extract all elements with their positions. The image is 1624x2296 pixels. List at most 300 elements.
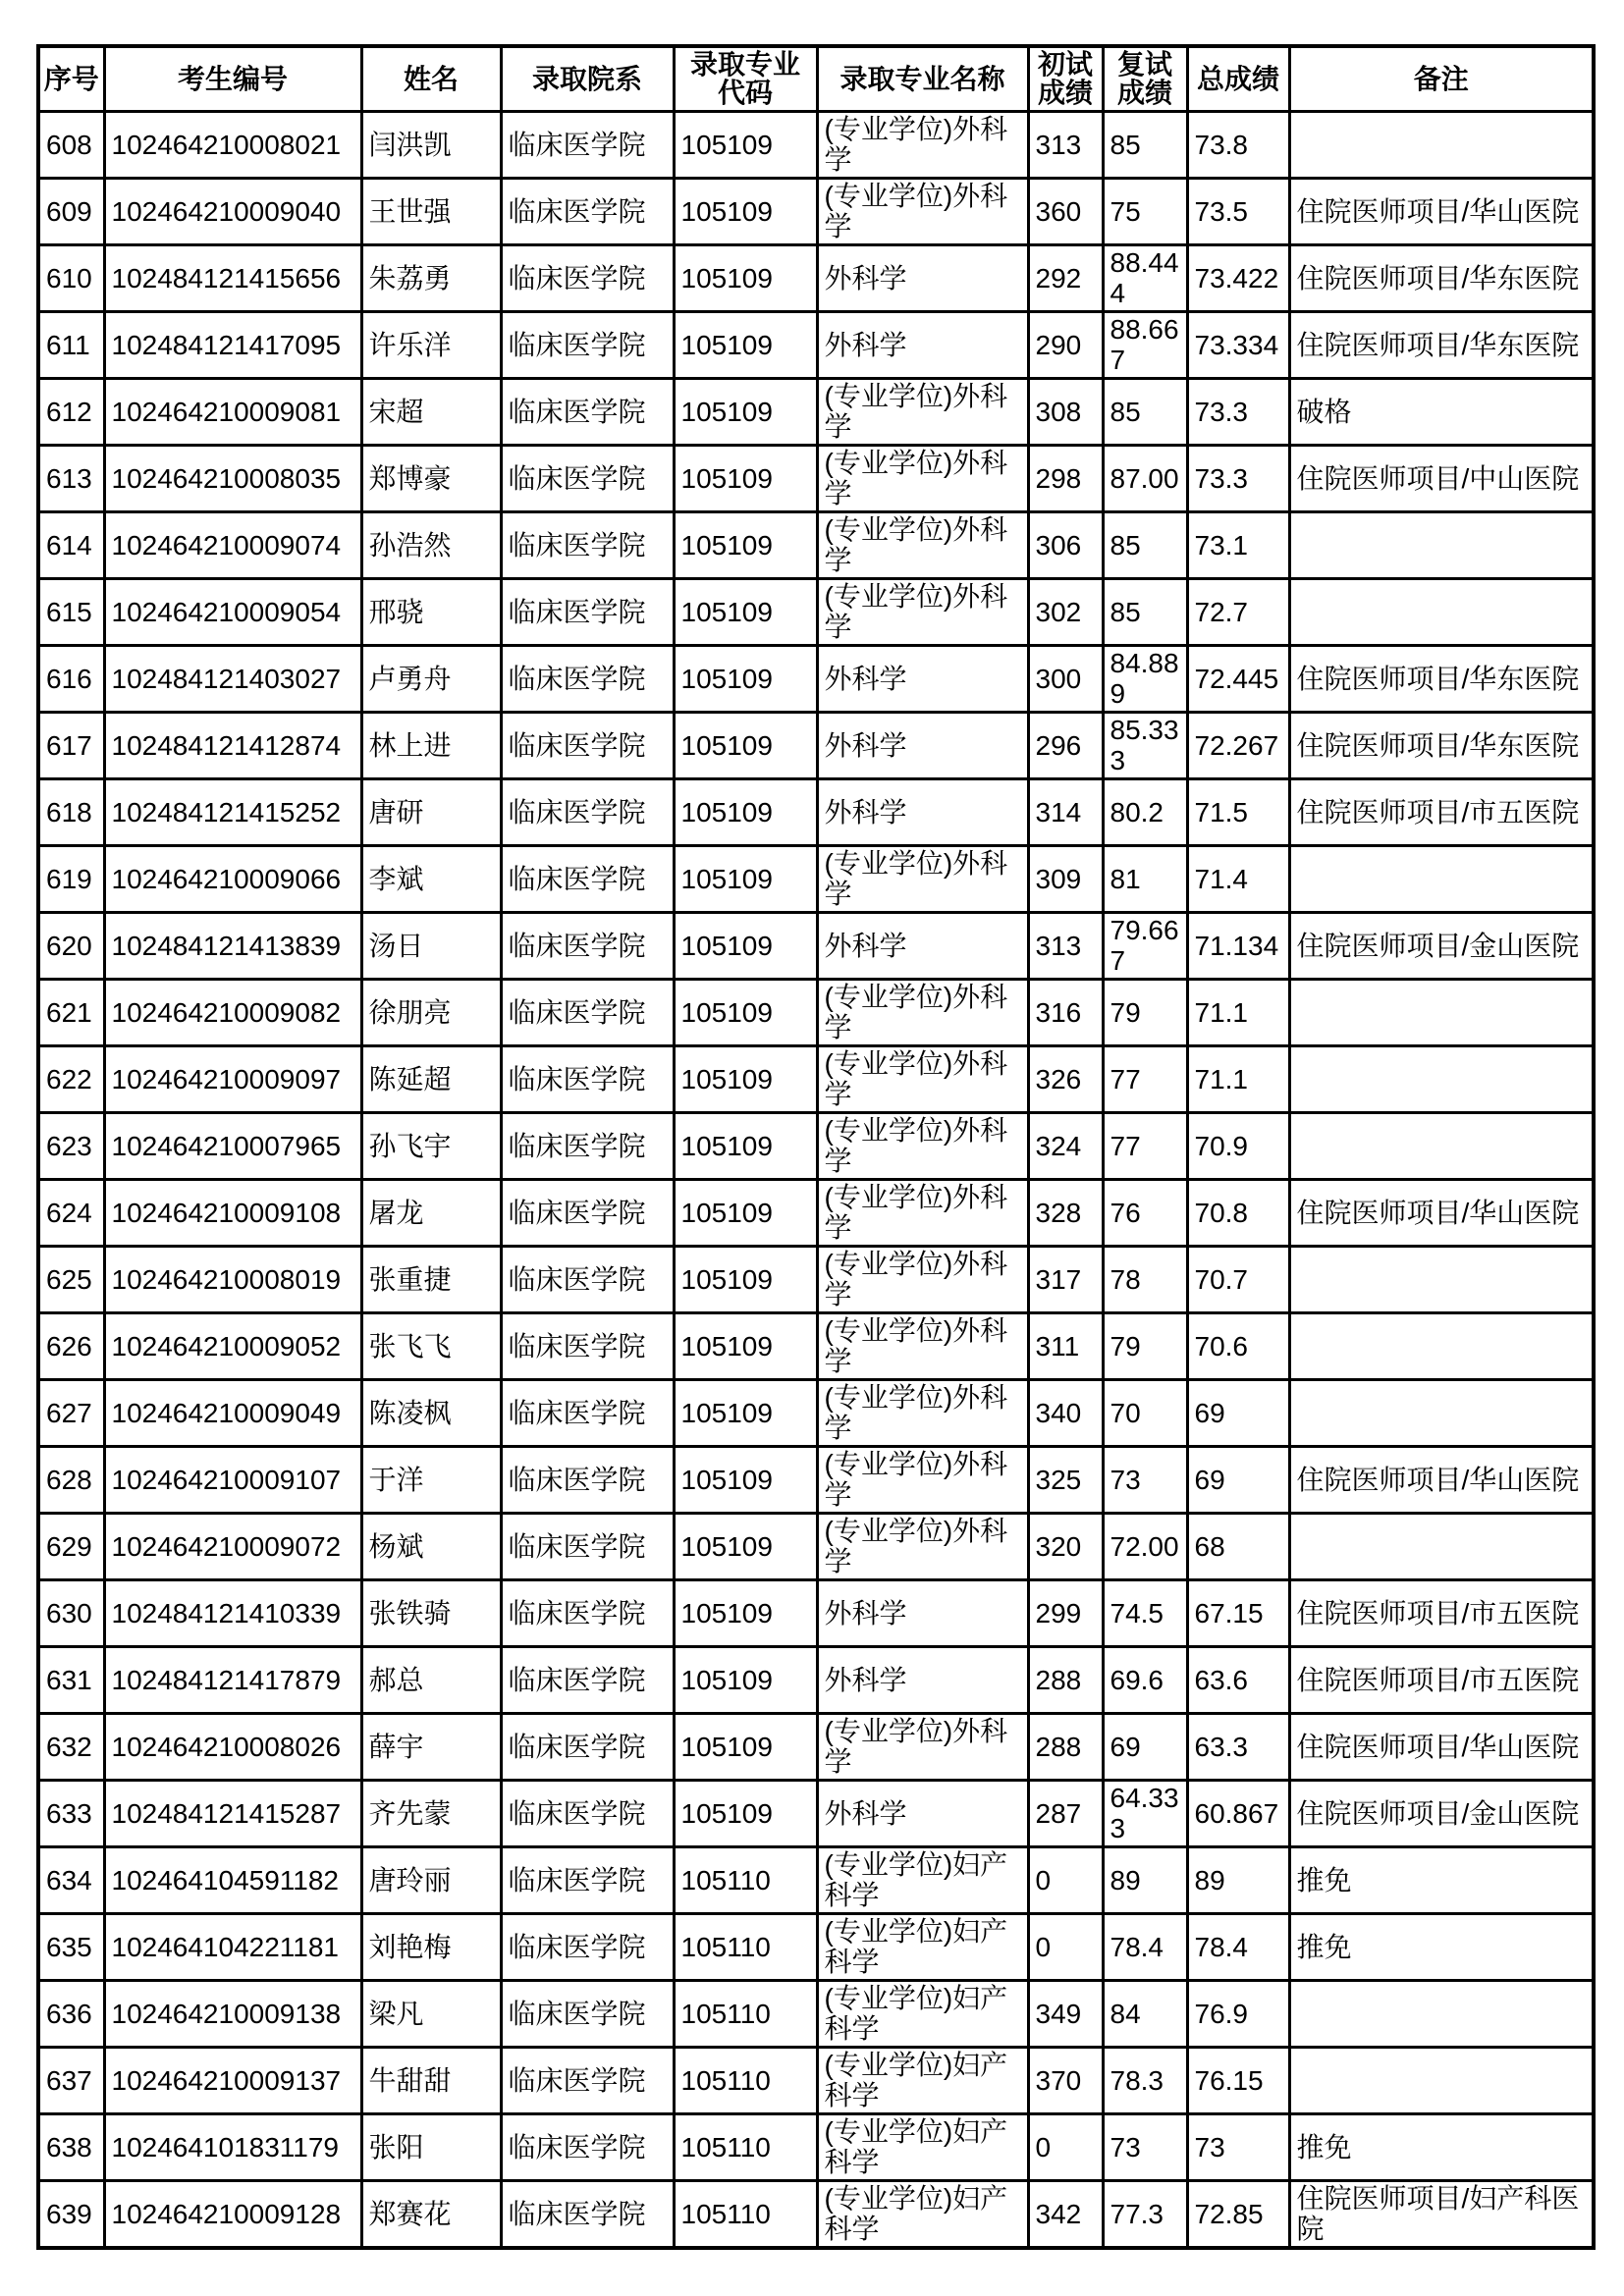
cell-initial-score: 0 [1028, 1913, 1103, 1980]
cell-initial-score: 326 [1028, 1045, 1103, 1112]
cell-retest-score: 88.667 [1103, 311, 1187, 378]
cell-retest-score: 88.444 [1103, 244, 1187, 311]
cell-major-code: 105109 [674, 244, 817, 311]
cell-name: 张重捷 [361, 1246, 501, 1312]
col-header-initial-score: 初试成绩 [1028, 46, 1103, 111]
cell-department: 临床医学院 [501, 1913, 674, 1980]
cell-total-score: 73.5 [1187, 178, 1289, 244]
cell-major-code: 105110 [674, 2113, 817, 2180]
cell-candidate-id: 102464210009074 [104, 511, 361, 578]
cell-name: 张飞飞 [361, 1312, 501, 1379]
cell-serial: 633 [38, 1780, 104, 1846]
col-header-name: 姓名 [361, 46, 501, 111]
cell-name: 闫洪凯 [361, 111, 501, 178]
table-row [38, 2180, 1594, 2248]
cell-retest-score: 74.5 [1103, 1579, 1187, 1646]
cell-initial-score: 299 [1028, 1579, 1103, 1646]
cell-department: 临床医学院 [501, 1713, 674, 1780]
cell-major-code: 105109 [674, 1446, 817, 1513]
cell-candidate-id: 102484121415656 [104, 244, 361, 311]
cell-total-score: 71.1 [1187, 1045, 1289, 1112]
cell-total-score: 73.3 [1187, 378, 1289, 445]
cell-candidate-id: 102464210007965 [104, 1112, 361, 1179]
cell-total-score: 60.867 [1187, 1780, 1289, 1846]
cell-initial-score: 296 [1028, 712, 1103, 778]
cell-department: 临床医学院 [501, 1179, 674, 1246]
cell-name: 于洋 [361, 1446, 501, 1513]
table-row [38, 378, 1594, 445]
cell-name: 林上进 [361, 712, 501, 778]
cell-retest-score: 69.6 [1103, 1646, 1187, 1713]
cell-major-code: 105109 [674, 511, 817, 578]
cell-serial: 622 [38, 1045, 104, 1112]
table-row [38, 1312, 1594, 1379]
table-row [38, 578, 1594, 645]
cell-candidate-id: 102484121415252 [104, 778, 361, 845]
cell-serial: 616 [38, 645, 104, 712]
cell-total-score: 89 [1187, 1846, 1289, 1913]
cell-initial-score: 324 [1028, 1112, 1103, 1179]
cell-remark [1289, 1045, 1594, 1112]
cell-initial-score: 325 [1028, 1446, 1103, 1513]
cell-major-code: 105109 [674, 578, 817, 645]
cell-total-score: 70.8 [1187, 1179, 1289, 1246]
table-row [38, 511, 1594, 578]
cell-retest-score: 69 [1103, 1713, 1187, 1780]
cell-remark [1289, 845, 1594, 912]
cell-initial-score: 290 [1028, 311, 1103, 378]
cell-major-name: 外科学 [817, 912, 1028, 979]
cell-candidate-id: 102464101831179 [104, 2113, 361, 2180]
cell-department: 临床医学院 [501, 2113, 674, 2180]
cell-total-score: 76.15 [1187, 2047, 1289, 2113]
cell-major-code: 105110 [674, 2047, 817, 2113]
cell-major-name: (专业学位)妇产科学 [817, 1913, 1028, 1980]
cell-serial: 637 [38, 2047, 104, 2113]
cell-name: 陈延超 [361, 1045, 501, 1112]
cell-serial: 638 [38, 2113, 104, 2180]
cell-retest-score: 79.667 [1103, 912, 1187, 979]
cell-major-code: 105109 [674, 1246, 817, 1312]
table-row [38, 712, 1594, 778]
cell-initial-score: 302 [1028, 578, 1103, 645]
cell-total-score: 63.6 [1187, 1646, 1289, 1713]
cell-department: 临床医学院 [501, 1646, 674, 1713]
cell-major-name: (专业学位)外科学 [817, 1446, 1028, 1513]
cell-department: 临床医学院 [501, 1980, 674, 2047]
cell-retest-score: 85 [1103, 511, 1187, 578]
cell-major-name: (专业学位)妇产科学 [817, 1980, 1028, 2047]
cell-name: 孙飞宇 [361, 1112, 501, 1179]
cell-department: 临床医学院 [501, 378, 674, 445]
cell-major-name: (专业学位)外科学 [817, 1312, 1028, 1379]
cell-candidate-id: 102464210008035 [104, 445, 361, 511]
cell-department: 临床医学院 [501, 1112, 674, 1179]
cell-candidate-id: 102464104221181 [104, 1913, 361, 1980]
table-row [38, 912, 1594, 979]
cell-total-score: 73.422 [1187, 244, 1289, 311]
cell-department: 临床医学院 [501, 1045, 674, 1112]
cell-serial: 629 [38, 1513, 104, 1579]
cell-total-score: 72.445 [1187, 645, 1289, 712]
cell-remark: 住院医师项目/市五医院 [1289, 1646, 1594, 1713]
cell-retest-score: 79 [1103, 1312, 1187, 1379]
cell-remark: 住院医师项目/华东医院 [1289, 712, 1594, 778]
cell-major-code: 105110 [674, 2180, 817, 2248]
cell-serial: 628 [38, 1446, 104, 1513]
table-row [38, 645, 1594, 712]
cell-remark: 住院医师项目/市五医院 [1289, 1579, 1594, 1646]
cell-name: 郝总 [361, 1646, 501, 1713]
cell-retest-score: 78 [1103, 1246, 1187, 1312]
cell-remark: 推免 [1289, 1913, 1594, 1980]
cell-major-name: 外科学 [817, 1646, 1028, 1713]
cell-retest-score: 77 [1103, 1112, 1187, 1179]
cell-major-code: 105109 [674, 1179, 817, 1246]
cell-initial-score: 340 [1028, 1379, 1103, 1446]
cell-retest-score: 85 [1103, 578, 1187, 645]
cell-name: 陈凌枫 [361, 1379, 501, 1446]
table-row [38, 445, 1594, 511]
cell-candidate-id: 102464210009072 [104, 1513, 361, 1579]
cell-name: 屠龙 [361, 1179, 501, 1246]
cell-serial: 627 [38, 1379, 104, 1446]
cell-initial-score: 314 [1028, 778, 1103, 845]
cell-name: 郑博豪 [361, 445, 501, 511]
cell-major-code: 105109 [674, 1112, 817, 1179]
cell-retest-score: 81 [1103, 845, 1187, 912]
cell-total-score: 72.7 [1187, 578, 1289, 645]
cell-remark [1289, 1112, 1594, 1179]
cell-department: 临床医学院 [501, 2180, 674, 2248]
cell-major-code: 105110 [674, 1913, 817, 1980]
cell-serial: 619 [38, 845, 104, 912]
cell-initial-score: 309 [1028, 845, 1103, 912]
cell-initial-score: 320 [1028, 1513, 1103, 1579]
cell-major-code: 105109 [674, 845, 817, 912]
table-row [38, 1980, 1594, 2047]
cell-major-name: 外科学 [817, 244, 1028, 311]
cell-name: 牛甜甜 [361, 2047, 501, 2113]
col-header-major-code: 录取专业代码 [674, 46, 817, 111]
col-header-department: 录取院系 [501, 46, 674, 111]
cell-serial: 609 [38, 178, 104, 244]
table-body [38, 111, 1594, 2248]
cell-candidate-id: 102464210009052 [104, 1312, 361, 1379]
cell-major-code: 105109 [674, 1646, 817, 1713]
cell-serial: 626 [38, 1312, 104, 1379]
cell-remark [1289, 111, 1594, 178]
cell-remark: 住院医师项目/华东医院 [1289, 244, 1594, 311]
cell-major-code: 105109 [674, 178, 817, 244]
cell-candidate-id: 102464210009082 [104, 979, 361, 1045]
cell-name: 张阳 [361, 2113, 501, 2180]
cell-candidate-id: 102484121412874 [104, 712, 361, 778]
cell-remark [1289, 2047, 1594, 2113]
cell-serial: 614 [38, 511, 104, 578]
cell-department: 临床医学院 [501, 979, 674, 1045]
cell-major-name: (专业学位)外科学 [817, 1379, 1028, 1446]
cell-retest-score: 73 [1103, 2113, 1187, 2180]
cell-total-score: 70.6 [1187, 1312, 1289, 1379]
cell-major-name: 外科学 [817, 311, 1028, 378]
cell-name: 孙浩然 [361, 511, 501, 578]
cell-department: 临床医学院 [501, 645, 674, 712]
cell-candidate-id: 102464210009097 [104, 1045, 361, 1112]
cell-retest-score: 78.4 [1103, 1913, 1187, 1980]
table-row [38, 2113, 1594, 2180]
cell-major-name: (专业学位)妇产科学 [817, 2180, 1028, 2248]
cell-total-score: 71.134 [1187, 912, 1289, 979]
cell-initial-score: 308 [1028, 378, 1103, 445]
cell-serial: 618 [38, 778, 104, 845]
cell-serial: 631 [38, 1646, 104, 1713]
cell-candidate-id: 102464210008019 [104, 1246, 361, 1312]
cell-major-name: (专业学位)外科学 [817, 1112, 1028, 1179]
cell-retest-score: 72.00 [1103, 1513, 1187, 1579]
col-header-major-name: 录取专业名称 [817, 46, 1028, 111]
cell-retest-score: 79 [1103, 979, 1187, 1045]
cell-remark: 住院医师项目/华山医院 [1289, 1713, 1594, 1780]
cell-major-name: 外科学 [817, 778, 1028, 845]
cell-serial: 610 [38, 244, 104, 311]
cell-serial: 630 [38, 1579, 104, 1646]
cell-remark [1289, 1312, 1594, 1379]
table-row [38, 1513, 1594, 1579]
cell-remark: 住院医师项目/金山医院 [1289, 1780, 1594, 1846]
cell-candidate-id: 102464210009081 [104, 378, 361, 445]
cell-major-name: (专业学位)外科学 [817, 445, 1028, 511]
cell-department: 临床医学院 [501, 578, 674, 645]
cell-total-score: 72.267 [1187, 712, 1289, 778]
table-row [38, 1246, 1594, 1312]
cell-candidate-id: 102464210009137 [104, 2047, 361, 2113]
cell-retest-score: 89 [1103, 1846, 1187, 1913]
cell-name: 刘艳梅 [361, 1913, 501, 1980]
cell-name: 卢勇舟 [361, 645, 501, 712]
col-header-remark: 备注 [1289, 46, 1594, 111]
cell-serial: 625 [38, 1246, 104, 1312]
cell-department: 临床医学院 [501, 511, 674, 578]
cell-candidate-id: 102464210009138 [104, 1980, 361, 2047]
cell-major-code: 105109 [674, 311, 817, 378]
cell-retest-score: 64.333 [1103, 1780, 1187, 1846]
cell-serial: 636 [38, 1980, 104, 2047]
cell-department: 临床医学院 [501, 311, 674, 378]
cell-candidate-id: 102484121415287 [104, 1780, 361, 1846]
cell-serial: 608 [38, 111, 104, 178]
cell-major-name: 外科学 [817, 1579, 1028, 1646]
cell-candidate-id: 102464104591182 [104, 1846, 361, 1913]
cell-serial: 613 [38, 445, 104, 511]
cell-total-score: 71.5 [1187, 778, 1289, 845]
cell-retest-score: 76 [1103, 1179, 1187, 1246]
cell-remark: 住院医师项目/中山医院 [1289, 445, 1594, 511]
cell-name: 宋超 [361, 378, 501, 445]
cell-major-name: (专业学位)外科学 [817, 1513, 1028, 1579]
cell-total-score: 73.3 [1187, 445, 1289, 511]
cell-major-name: (专业学位)外科学 [817, 1179, 1028, 1246]
cell-remark: 住院医师项目/妇产科医院 [1289, 2180, 1594, 2248]
cell-remark [1289, 1980, 1594, 2047]
cell-total-score: 63.3 [1187, 1713, 1289, 1780]
cell-initial-score: 0 [1028, 2113, 1103, 2180]
table-row [38, 178, 1594, 244]
cell-remark: 住院医师项目/华东医院 [1289, 645, 1594, 712]
cell-serial: 617 [38, 712, 104, 778]
cell-major-name: (专业学位)外科学 [817, 111, 1028, 178]
table-row [38, 778, 1594, 845]
cell-initial-score: 313 [1028, 111, 1103, 178]
cell-total-score: 72.85 [1187, 2180, 1289, 2248]
cell-major-name: 外科学 [817, 645, 1028, 712]
cell-retest-score: 77 [1103, 1045, 1187, 1112]
cell-total-score: 73 [1187, 2113, 1289, 2180]
cell-total-score: 70.9 [1187, 1112, 1289, 1179]
cell-name: 邢骁 [361, 578, 501, 645]
cell-major-name: 外科学 [817, 1780, 1028, 1846]
cell-department: 临床医学院 [501, 778, 674, 845]
header-row [38, 46, 1594, 111]
cell-initial-score: 287 [1028, 1780, 1103, 1846]
table-row [38, 1379, 1594, 1446]
cell-retest-score: 75 [1103, 178, 1187, 244]
cell-remark: 住院医师项目/市五医院 [1289, 778, 1594, 845]
cell-remark [1289, 1379, 1594, 1446]
cell-name: 徐朋亮 [361, 979, 501, 1045]
cell-initial-score: 298 [1028, 445, 1103, 511]
cell-major-name: (专业学位)外科学 [817, 845, 1028, 912]
cell-initial-score: 288 [1028, 1646, 1103, 1713]
cell-total-score: 73.334 [1187, 311, 1289, 378]
cell-major-name: (专业学位)外科学 [817, 378, 1028, 445]
cell-name: 唐研 [361, 778, 501, 845]
cell-name: 张铁骑 [361, 1579, 501, 1646]
cell-major-code: 105109 [674, 979, 817, 1045]
cell-major-code: 105110 [674, 1980, 817, 2047]
cell-candidate-id: 102464210009066 [104, 845, 361, 912]
cell-name: 汤日 [361, 912, 501, 979]
cell-initial-score: 317 [1028, 1246, 1103, 1312]
table-row [38, 1112, 1594, 1179]
cell-candidate-id: 102464210009128 [104, 2180, 361, 2248]
table-row [38, 1713, 1594, 1780]
table-row [38, 1846, 1594, 1913]
cell-major-code: 105109 [674, 1312, 817, 1379]
cell-serial: 634 [38, 1846, 104, 1913]
cell-serial: 612 [38, 378, 104, 445]
cell-candidate-id: 102464210009054 [104, 578, 361, 645]
cell-major-name: (专业学位)外科学 [817, 578, 1028, 645]
cell-retest-score: 85.333 [1103, 712, 1187, 778]
col-header-serial: 序号 [38, 46, 104, 111]
cell-major-code: 105110 [674, 1846, 817, 1913]
cell-remark [1289, 979, 1594, 1045]
cell-name: 杨斌 [361, 1513, 501, 1579]
cell-department: 临床医学院 [501, 111, 674, 178]
cell-department: 临床医学院 [501, 912, 674, 979]
cell-department: 临床医学院 [501, 1780, 674, 1846]
cell-major-code: 105109 [674, 645, 817, 712]
cell-major-name: (专业学位)妇产科学 [817, 2113, 1028, 2180]
cell-department: 临床医学院 [501, 845, 674, 912]
cell-name: 朱荔勇 [361, 244, 501, 311]
cell-major-code: 105109 [674, 1579, 817, 1646]
cell-department: 临床医学院 [501, 1246, 674, 1312]
col-header-candidate-id: 考生编号 [104, 46, 361, 111]
cell-serial: 621 [38, 979, 104, 1045]
cell-major-name: (专业学位)外科学 [817, 1045, 1028, 1112]
cell-department: 临床医学院 [501, 244, 674, 311]
cell-remark [1289, 1246, 1594, 1312]
table-row [38, 111, 1594, 178]
cell-candidate-id: 102484121417879 [104, 1646, 361, 1713]
cell-department: 临床医学院 [501, 1446, 674, 1513]
cell-initial-score: 300 [1028, 645, 1103, 712]
cell-remark [1289, 1513, 1594, 1579]
cell-initial-score: 349 [1028, 1980, 1103, 2047]
cell-remark: 住院医师项目/华山医院 [1289, 1179, 1594, 1246]
cell-candidate-id: 102484121417095 [104, 311, 361, 378]
table-row [38, 1446, 1594, 1513]
cell-retest-score: 73 [1103, 1446, 1187, 1513]
cell-major-name: 外科学 [817, 712, 1028, 778]
cell-initial-score: 0 [1028, 1846, 1103, 1913]
cell-department: 临床医学院 [501, 712, 674, 778]
table-row [38, 1646, 1594, 1713]
cell-total-score: 70.7 [1187, 1246, 1289, 1312]
cell-name: 唐玲丽 [361, 1846, 501, 1913]
cell-name: 薛宇 [361, 1713, 501, 1780]
cell-retest-score: 84 [1103, 1980, 1187, 2047]
cell-department: 临床医学院 [501, 445, 674, 511]
cell-candidate-id: 102484121413839 [104, 912, 361, 979]
cell-retest-score: 84.889 [1103, 645, 1187, 712]
cell-total-score: 73.1 [1187, 511, 1289, 578]
cell-department: 临床医学院 [501, 1579, 674, 1646]
cell-serial: 632 [38, 1713, 104, 1780]
cell-remark: 推免 [1289, 2113, 1594, 2180]
cell-serial: 623 [38, 1112, 104, 1179]
cell-major-code: 105109 [674, 1713, 817, 1780]
cell-remark: 住院医师项目/华山医院 [1289, 178, 1594, 244]
col-header-retest-score: 复试成绩 [1103, 46, 1187, 111]
cell-serial: 624 [38, 1179, 104, 1246]
cell-total-score: 69 [1187, 1446, 1289, 1513]
cell-major-name: (专业学位)外科学 [817, 178, 1028, 244]
cell-major-name: (专业学位)外科学 [817, 1713, 1028, 1780]
cell-major-name: (专业学位)外科学 [817, 1246, 1028, 1312]
cell-department: 临床医学院 [501, 178, 674, 244]
cell-major-code: 105109 [674, 1780, 817, 1846]
cell-candidate-id: 102464210009108 [104, 1179, 361, 1246]
cell-initial-score: 288 [1028, 1713, 1103, 1780]
cell-retest-score: 77.3 [1103, 2180, 1187, 2248]
cell-major-code: 105109 [674, 1513, 817, 1579]
col-header-total-score: 总成绩 [1187, 46, 1289, 111]
table-row [38, 1780, 1594, 1846]
cell-remark: 破格 [1289, 378, 1594, 445]
cell-total-score: 71.1 [1187, 979, 1289, 1045]
table-header [38, 46, 1594, 111]
cell-major-name: (专业学位)妇产科学 [817, 2047, 1028, 2113]
cell-candidate-id: 102464210009107 [104, 1446, 361, 1513]
cell-initial-score: 342 [1028, 2180, 1103, 2248]
cell-retest-score: 80.2 [1103, 778, 1187, 845]
cell-total-score: 69 [1187, 1379, 1289, 1446]
cell-major-code: 105109 [674, 1379, 817, 1446]
cell-total-score: 68 [1187, 1513, 1289, 1579]
